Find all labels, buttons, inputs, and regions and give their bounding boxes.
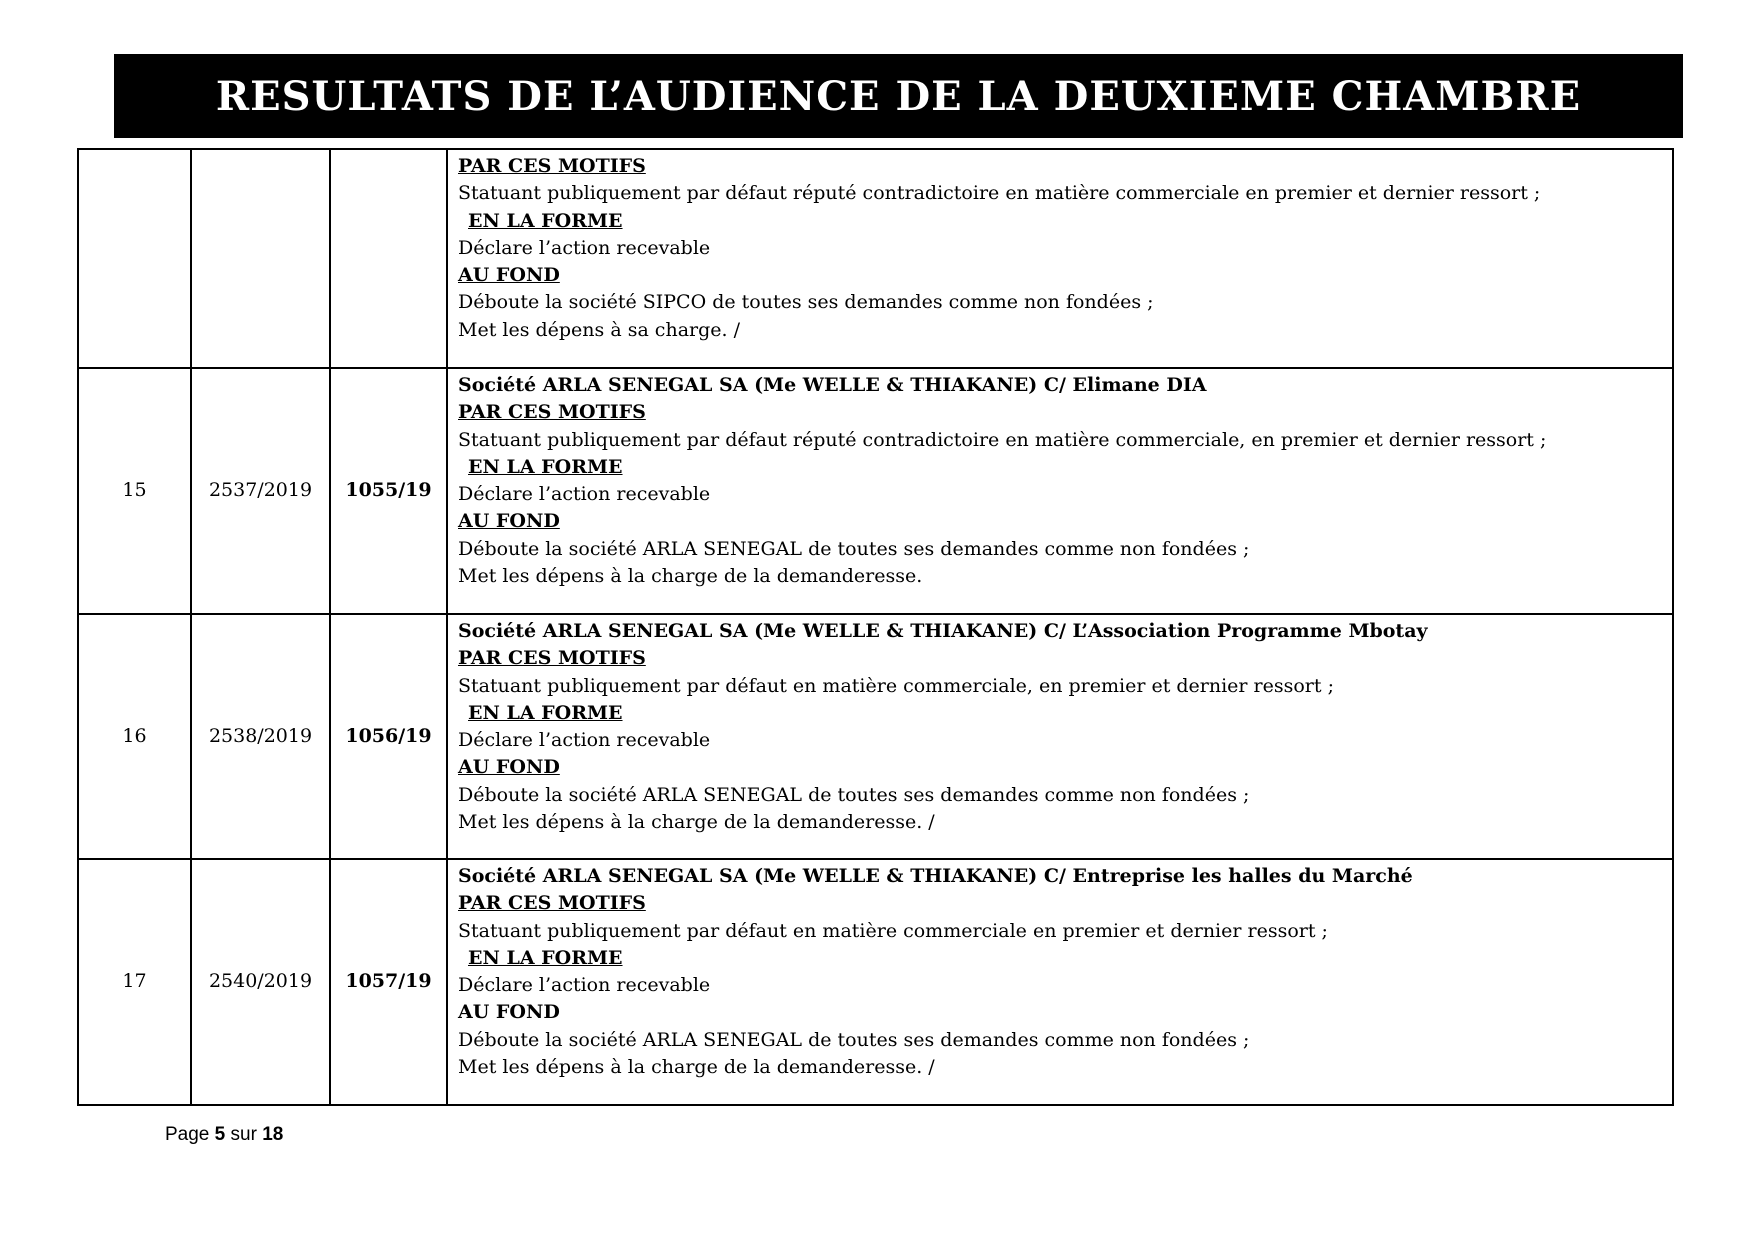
cell-rg: 2537/2019 [191, 368, 330, 614]
statuant-text: Statuant publiquement par défaut en matière commerciale en premier et dernier ressort ; [458, 919, 1328, 942]
page-label: Page [165, 1124, 210, 1145]
declare-text: Déclare l’action recevable [458, 483, 711, 506]
forme-heading: EN LA FORME [468, 946, 623, 969]
cell-number [78, 149, 191, 368]
cell-decision [447, 149, 1673, 368]
declare-text: Déclare l’action recevable [458, 974, 711, 997]
parties-text: Société ARLA SENEGAL SA (Me WELLE & THIAKANE) C/ Elimane DIA [458, 374, 1207, 396]
depens-text: Met les dépens à la charge de la demanderesse. [458, 565, 923, 588]
cell-decision [447, 614, 1673, 859]
fond-heading: AU FOND [458, 264, 560, 287]
page-title: RESULTATS DE L’AUDIENCE DE LA DEUXIEME CHAMBRE [215, 72, 1582, 120]
cell-rg: 2540/2019 [191, 859, 330, 1105]
depens-text: Met les dépens à la charge de la demanderesse. / [458, 811, 935, 834]
motifs-heading: PAR CES MOTIFS [458, 892, 646, 915]
cell-decision [447, 368, 1673, 614]
forme-heading: EN LA FORME [468, 209, 623, 232]
cell-jugement: 1056/19 [330, 614, 447, 859]
declare-text: Déclare l’action recevable [458, 236, 711, 259]
motifs-heading: PAR CES MOTIFS [458, 155, 646, 177]
page-separator: sur [230, 1124, 257, 1145]
table-row [78, 149, 1673, 368]
deboute-text: Déboute la société ARLA SENEGAL de toutes ses demandes comme non fondées ; [458, 783, 1250, 806]
deboute-text: Déboute la société ARLA SENEGAL de toutes ses demandes comme non fondées ; [458, 1028, 1250, 1051]
cell-jugement: 1055/19 [330, 368, 447, 614]
parties-text: Société ARLA SENEGAL SA (Me WELLE & THIAKANE) C/ Entreprise les halles du Marché [458, 865, 1413, 887]
motifs-heading: PAR CES MOTIFS [458, 401, 646, 424]
fond-heading: AU FOND [458, 510, 560, 533]
fond-heading: AU FOND [458, 756, 560, 779]
cell-number: 15 [78, 368, 191, 614]
cell-jugement: 1057/19 [330, 859, 447, 1105]
cell-number: 16 [78, 614, 191, 859]
declare-text: Déclare l’action recevable [458, 729, 711, 752]
results-table [77, 148, 1674, 1106]
motifs-heading: PAR CES MOTIFS [458, 647, 646, 670]
fond-heading: AU FOND [458, 1001, 560, 1024]
depens-text: Met les dépens à sa charge. / [458, 318, 740, 341]
table-row [78, 614, 1673, 859]
statuant-text: Statuant publiquement par défaut réputé contradictoire en matière commerciale, en premier et dernier ressort ; [458, 428, 1547, 451]
cell-decision [447, 859, 1673, 1105]
cell-number: 17 [78, 859, 191, 1105]
depens-text: Met les dépens à la charge de la demanderesse. / [458, 1056, 935, 1079]
table-row [78, 859, 1673, 1105]
deboute-text: Déboute la société ARLA SENEGAL de toutes ses demandes comme non fondées ; [458, 537, 1250, 560]
table-row [78, 368, 1673, 614]
cell-rg [191, 149, 330, 368]
parties-text: Société ARLA SENEGAL SA (Me WELLE & THIAKANE) C/ L’Association Programme Mbotay [458, 620, 1428, 642]
header-banner [114, 54, 1683, 138]
cell-rg: 2538/2019 [191, 614, 330, 859]
forme-heading: EN LA FORME [468, 455, 623, 478]
statuant-text: Statuant publiquement par défaut en matière commerciale, en premier et dernier ressort ; [458, 674, 1334, 697]
forme-heading: EN LA FORME [468, 701, 623, 724]
statuant-text: Statuant publiquement par défaut réputé contradictoire en matière commerciale en premier et dernier ressort ; [458, 182, 1541, 205]
cell-jugement [330, 149, 447, 368]
page-total: 18 [262, 1124, 284, 1145]
page-footer [165, 1124, 283, 1146]
deboute-text: Déboute la société SIPCO de toutes ses demandes comme non fondées ; [458, 291, 1154, 314]
page-current: 5 [214, 1124, 226, 1145]
